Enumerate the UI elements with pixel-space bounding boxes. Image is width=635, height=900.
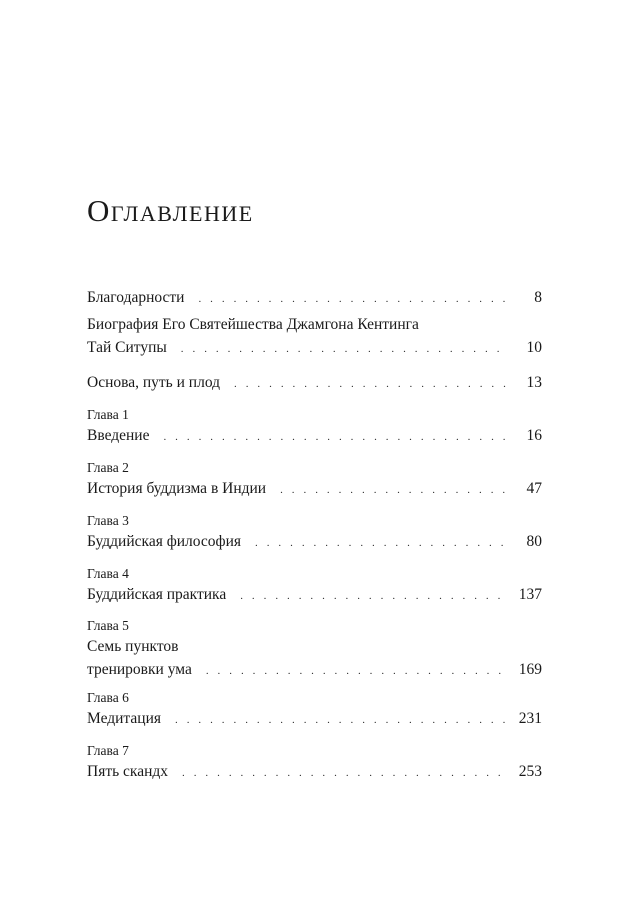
toc-line: [87, 336, 542, 361]
toc-line: [87, 424, 542, 449]
toc-entry-title: Введение: [87, 427, 150, 444]
toc-page-number: 16: [526, 427, 542, 444]
chapter-label: Глава 7: [87, 743, 129, 758]
toc-line: [87, 760, 542, 785]
chapter-label: Глава 5: [87, 618, 129, 633]
toc-entry-title-line1: Семь пунктов: [87, 638, 179, 655]
chapter-label: Глава 6: [87, 690, 129, 705]
toc-page-number: 231: [518, 710, 542, 727]
toc-entry-title: Благодарности: [87, 289, 185, 306]
toc-entry-title: Пять скандх: [87, 763, 169, 780]
chapter-label: Глава 3: [87, 513, 129, 528]
toc-page-number: 47: [526, 480, 542, 497]
toc-entry-title: Медитация: [87, 710, 161, 727]
toc-page-number: 80: [526, 533, 542, 550]
toc-entry-chapter-2[interactable]: [87, 459, 542, 502]
toc-page-number: 253: [518, 763, 542, 780]
toc-line: [87, 583, 542, 608]
chapter-label: Глава 1: [87, 407, 129, 422]
toc-entry-title: Тай Ситупы: [87, 339, 167, 356]
toc-entry-title-line1: Биография Его Святейшества Джамгона Кентинга: [87, 316, 419, 333]
dot-leader: [255, 532, 506, 555]
toc-line: [87, 477, 542, 502]
dot-leader: [163, 426, 506, 449]
toc-entry-chapter-4[interactable]: [87, 565, 542, 608]
toc-page-number: 8: [534, 289, 542, 306]
toc-entry-chapter-1[interactable]: [87, 406, 542, 449]
toc-entry-ground-path-fruit[interactable]: [87, 371, 542, 396]
toc-page-number: 169: [518, 661, 542, 678]
toc-entry-chapter-6[interactable]: [87, 689, 542, 732]
toc-line: [87, 658, 542, 683]
toc-entry-title: Буддийская практика: [87, 586, 227, 603]
dot-leader: [198, 288, 506, 311]
toc-entry-biography[interactable]: [87, 313, 542, 361]
dot-leader: [206, 660, 506, 683]
chapter-label: Глава 4: [87, 566, 129, 581]
chapter-label: Глава 2: [87, 460, 129, 475]
dot-leader: [175, 709, 506, 732]
toc-line: [87, 530, 542, 555]
toc-entry-chapter-7[interactable]: [87, 742, 542, 785]
toc-entry-title: Основа, путь и плод: [87, 374, 221, 391]
toc-line: [87, 286, 542, 311]
toc-page-number: 10: [526, 339, 542, 356]
toc-line: [87, 371, 542, 396]
toc-entry-chapter-5[interactable]: [87, 617, 542, 683]
toc-line: [87, 707, 542, 732]
dot-leader: [181, 338, 506, 361]
toc-page-number: 13: [526, 374, 542, 391]
toc-entry-chapter-3[interactable]: [87, 512, 542, 555]
toc-entry-title: тренировки ума: [87, 661, 192, 678]
toc-entry-title: История буддизма в Индии: [87, 480, 267, 497]
toc-entry-title: Буддийская философия: [87, 533, 242, 550]
toc-entry-acknowledgements[interactable]: [87, 286, 542, 311]
page-title: Оглавление: [87, 192, 254, 228]
dot-leader: [280, 479, 506, 502]
dot-leader: [240, 585, 506, 608]
toc-page-number: 137: [518, 586, 542, 603]
dot-leader: [182, 762, 506, 785]
dot-leader: [234, 373, 506, 396]
